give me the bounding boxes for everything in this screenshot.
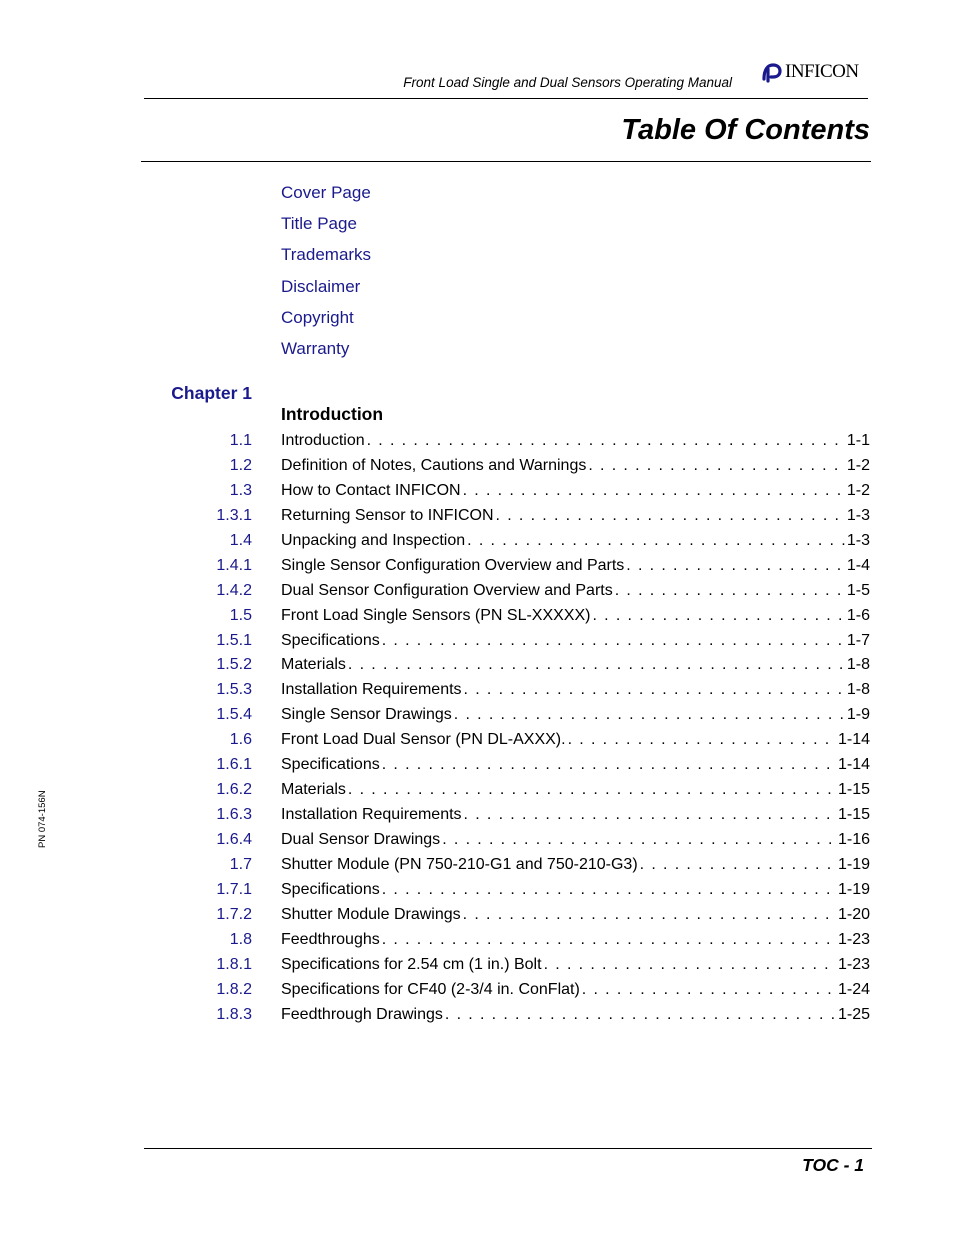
toc-section-title: How to Contact INFICON (281, 481, 461, 499)
toc-entry[interactable] (281, 828, 870, 853)
toc-entry[interactable] (281, 429, 870, 454)
toc-entry[interactable] (281, 803, 870, 828)
toc-section-title: Feedthrough Drawings (281, 1005, 443, 1023)
toc-section-title: Single Sensor Drawings (281, 706, 452, 724)
toc-row[interactable] (0, 479, 954, 504)
front-matter-link[interactable]: Disclaimer (281, 276, 361, 296)
toc-entry[interactable] (281, 953, 870, 978)
toc-page-number: 1-5 (846, 581, 870, 599)
dot-leader (346, 653, 845, 678)
toc-page-number: 1-7 (846, 631, 870, 649)
running-header: Front Load Single and Dual Sensors Operating Manual (403, 75, 732, 90)
toc-page-number: 1-25 (837, 1005, 870, 1023)
toc-page-number: 1-8 (846, 656, 870, 674)
dot-leader (465, 529, 845, 554)
toc-page-number: 1-8 (846, 681, 870, 699)
toc-row[interactable] (0, 454, 954, 479)
header-rule (144, 98, 868, 99)
front-matter-link[interactable]: Copyright (281, 307, 354, 327)
toc-section-title: Dual Sensor Drawings (281, 831, 441, 848)
dot-leader (638, 853, 836, 878)
dot-leader (494, 504, 845, 529)
toc-row[interactable] (0, 429, 954, 454)
toc-section-title: Specifications for CF40 (2-3/4 in. ConFlat) (281, 980, 580, 998)
toc-page-number: 1-19 (837, 855, 870, 873)
dot-leader (365, 429, 845, 454)
toc-page-number: 1-3 (846, 506, 870, 524)
toc-entry[interactable] (281, 479, 870, 504)
toc-section-title: Materials (281, 781, 346, 799)
toc-page-number: 1-19 (837, 880, 870, 898)
toc-section-title: Front Load Single Sensors (PN SL-XXXXX) (281, 606, 591, 624)
dot-leader (440, 828, 836, 853)
page-title: Table Of Contents (621, 114, 870, 146)
toc-page-number: 1-15 (837, 781, 870, 799)
toc-section-title: Front Load Dual Sensor (PN DL-AXXX). (281, 731, 566, 749)
toc-entry[interactable] (281, 928, 870, 953)
toc-section-number[interactable]: 1.8 (229, 930, 252, 948)
toc-section-number[interactable]: 1.7 (229, 855, 252, 873)
toc-section-number[interactable]: 1.3 (229, 481, 252, 499)
toc-row[interactable] (0, 604, 954, 629)
toc-entry[interactable] (281, 703, 870, 728)
chapter-title: Introduction (281, 404, 384, 424)
toc-entry[interactable] (281, 878, 870, 903)
toc-row[interactable] (0, 678, 954, 703)
toc-row[interactable] (0, 579, 954, 604)
toc-entry[interactable] (281, 554, 870, 579)
toc-section-number[interactable]: 1.5 (229, 606, 252, 624)
toc-row[interactable] (0, 504, 954, 529)
toc-page-number: 1-24 (837, 980, 870, 998)
toc-row[interactable] (0, 803, 954, 828)
toc-section-number[interactable]: 1.5.4 (216, 706, 252, 724)
toc-page-number: 1-1 (846, 432, 870, 449)
dot-leader (462, 803, 836, 828)
toc-section-title: Shutter Module Drawings (281, 905, 461, 923)
toc-section-number[interactable]: 1.7.1 (216, 880, 252, 898)
toc-section-title: Specifications (281, 756, 380, 774)
toc-row[interactable] (0, 554, 954, 579)
dot-leader (462, 678, 845, 703)
dot-leader (380, 928, 836, 953)
toc-section-title: Feedthroughs (281, 930, 380, 948)
toc-entry[interactable] (281, 903, 870, 928)
toc-list (0, 429, 954, 1028)
toc-page-number: 1-15 (837, 806, 870, 824)
toc-section-number[interactable]: 1.1 (229, 432, 252, 449)
toc-entry[interactable] (281, 678, 870, 703)
toc-section-title: Installation Requirements (281, 806, 462, 824)
toc-section-number[interactable]: 1.4 (229, 531, 252, 549)
toc-section-title: Specifications (281, 631, 380, 649)
dot-leader (452, 703, 845, 728)
toc-section-number[interactable]: 1.7.2 (216, 905, 252, 923)
toc-section-number[interactable]: 1.6.2 (216, 781, 252, 799)
toc-row[interactable] (0, 978, 954, 1003)
toc-section-title: Single Sensor Configuration Overview and Parts (281, 556, 625, 574)
toc-row[interactable] (0, 953, 954, 978)
title-rule (141, 161, 871, 162)
toc-page-number: 1-9 (846, 706, 870, 724)
toc-entry[interactable] (281, 778, 870, 803)
toc-page-number: 1-6 (846, 606, 870, 624)
toc-section-title: Definition of Notes, Cautions and Warnings (281, 456, 587, 474)
dot-leader (380, 753, 836, 778)
front-matter-link[interactable]: Cover Page (281, 183, 371, 202)
toc-page-number: 1-20 (837, 905, 870, 923)
toc-section-number[interactable]: 1.3.1 (216, 506, 252, 524)
toc-row[interactable] (0, 903, 954, 928)
toc-row[interactable] (0, 728, 954, 753)
chapter-label[interactable]: Chapter 1 (171, 383, 252, 403)
toc-entry[interactable] (281, 978, 870, 1003)
dot-leader (346, 778, 836, 803)
toc-entry[interactable] (281, 529, 870, 554)
toc-row[interactable] (0, 878, 954, 903)
logo-wordmark: INFICON (785, 61, 859, 82)
toc-section-title: Returning Sensor to INFICON (281, 506, 494, 524)
part-number: PN 074-156N (37, 790, 48, 848)
toc-page-number: 1-23 (837, 930, 870, 948)
dot-leader (613, 579, 845, 604)
toc-row[interactable] (0, 653, 954, 678)
toc-entry[interactable] (281, 653, 870, 678)
toc-section-title: Installation Requirements (281, 681, 462, 699)
toc-entry[interactable] (281, 454, 870, 479)
front-matter-link[interactable]: Warranty (281, 338, 350, 358)
toc-row[interactable] (0, 853, 954, 878)
toc-row[interactable] (0, 753, 954, 778)
dot-leader (624, 554, 845, 579)
toc-section-number[interactable]: 1.8.1 (216, 955, 252, 973)
dot-leader (461, 903, 836, 928)
toc-entry[interactable] (281, 504, 870, 529)
toc-section-number[interactable]: 1.5.1 (216, 631, 252, 649)
toc-page-number: 1-2 (846, 481, 870, 499)
front-matter-list (281, 183, 371, 370)
toc-section-number[interactable]: 1.6 (229, 731, 252, 749)
toc-section-number[interactable]: 1.8.2 (216, 980, 252, 998)
inficon-logo (760, 60, 859, 84)
toc-entry[interactable] (281, 629, 870, 654)
toc-section-number[interactable]: 1.5.2 (216, 656, 252, 674)
toc-entry[interactable] (281, 604, 870, 629)
toc-section-title: Introduction (281, 432, 365, 449)
toc-section-number[interactable]: 1.6.3 (216, 806, 252, 824)
toc-section-number[interactable]: 1.2 (229, 456, 252, 474)
toc-section-number[interactable]: 1.8.3 (216, 1005, 252, 1023)
dot-leader (461, 479, 845, 504)
dot-leader (590, 604, 844, 629)
inficon-logo-mark-icon (760, 61, 782, 83)
toc-section-title: Unpacking and Inspection (281, 531, 466, 549)
toc-row[interactable] (0, 778, 954, 803)
toc-row[interactable] (0, 529, 954, 554)
dot-leader (586, 454, 845, 479)
toc-section-title: Dual Sensor Configuration Overview and Parts (281, 581, 613, 599)
dot-leader (566, 728, 836, 753)
toc-row[interactable] (0, 828, 954, 853)
dot-leader (542, 953, 836, 978)
toc-page-number: 1-2 (846, 456, 870, 474)
toc-entry[interactable] (281, 579, 870, 604)
toc-section-title: Specifications for 2.54 cm (1 in.) Bolt (281, 955, 542, 973)
toc-section-number[interactable]: 1.6.4 (216, 831, 252, 848)
toc-section-number[interactable]: 1.6.1 (216, 756, 252, 774)
toc-entry[interactable] (281, 753, 870, 778)
toc-row[interactable] (0, 703, 954, 728)
toc-page-number: 1-14 (837, 731, 870, 749)
toc-entry[interactable] (281, 1003, 870, 1028)
front-matter-link[interactable]: Trademarks (281, 245, 372, 265)
dot-leader (443, 1003, 836, 1028)
toc-entry[interactable] (281, 728, 870, 753)
toc-section-title: Shutter Module (PN 750-210-G1 and 750-210-G3) (281, 855, 638, 873)
toc-section-number[interactable]: 1.4.2 (216, 581, 252, 599)
toc-row[interactable] (0, 629, 954, 654)
toc-row[interactable] (0, 928, 954, 953)
toc-section-title: Specifications (281, 880, 380, 898)
footer-page-number: TOC - 1 (802, 1155, 864, 1175)
front-matter-link[interactable]: Title Page (281, 214, 357, 234)
dot-leader (380, 878, 836, 903)
toc-entry[interactable] (281, 853, 870, 878)
toc-section-number[interactable]: 1.5.3 (216, 681, 252, 699)
toc-page-number: 1-14 (837, 756, 870, 774)
toc-page-number: 1-16 (837, 831, 870, 848)
footer-rule (144, 1148, 872, 1149)
toc-page-number: 1-4 (846, 556, 870, 574)
toc-page-number: 1-23 (837, 955, 870, 973)
toc-section-number[interactable]: 1.4.1 (216, 556, 252, 574)
toc-section-title: Materials (281, 656, 346, 674)
toc-row[interactable] (0, 1003, 954, 1028)
dot-leader (380, 629, 845, 654)
dot-leader (580, 978, 836, 1003)
toc-page-number: 1-3 (846, 531, 870, 549)
